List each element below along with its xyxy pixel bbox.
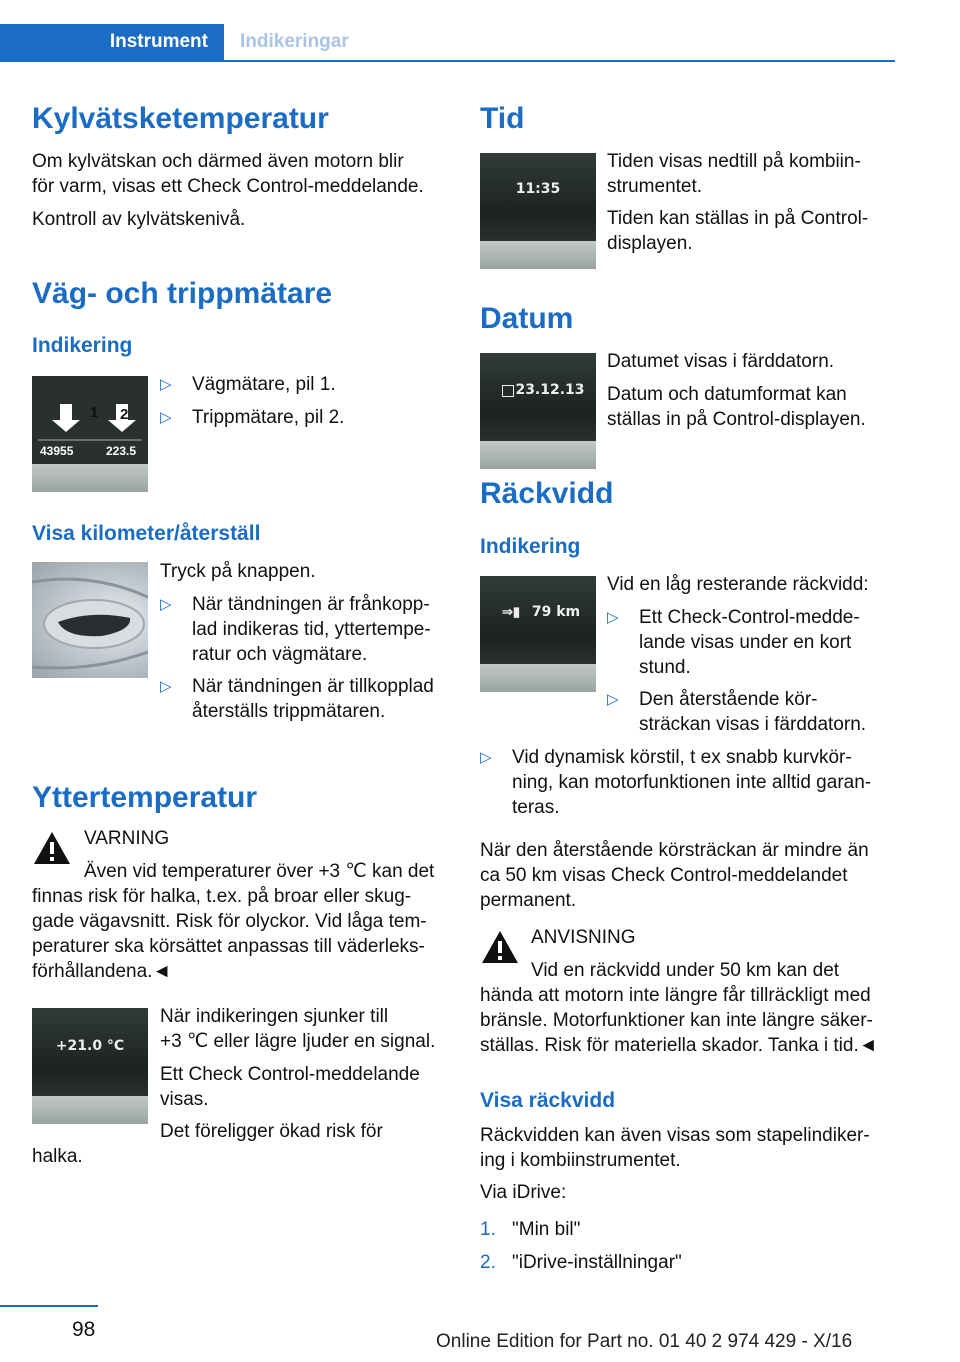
- warning-triangle-icon: [32, 830, 72, 866]
- coolant-line2: för varm, visas ett Check Control-meddelande.: [32, 176, 424, 197]
- time-readout: 11:35: [515, 181, 561, 197]
- warning-line: peraturer ska körsättet anpassas till väderleks-: [32, 936, 425, 957]
- date-p2: ställas in på Control-displayen.: [607, 409, 866, 430]
- reset-button-image: [32, 562, 148, 678]
- warning-line: Även vid temperaturer över +3 ℃ kan det: [84, 861, 435, 882]
- triangle-right-icon: ▷: [480, 749, 492, 766]
- time-p2: displayen.: [607, 233, 693, 254]
- triangle-right-icon: ▷: [160, 376, 172, 393]
- fuel-pump-icon: ⇒▮: [502, 604, 521, 619]
- date-p1: Datumet visas i färddatorn.: [607, 351, 835, 372]
- warning-label: VARNING: [84, 828, 170, 849]
- heading-date: Datum: [480, 302, 574, 335]
- range-paragraph: ca 50 km visas Check Control-meddelandet: [480, 865, 848, 886]
- range-image: [480, 576, 596, 692]
- warning-line: gade vägavsnitt. Risk för olyckor. Vid låga tem-: [32, 911, 427, 932]
- odometer-value-2: 223.5: [106, 444, 137, 458]
- page-number: 98: [72, 1318, 96, 1341]
- subheading-show-range: Visa räckvidd: [480, 1089, 616, 1112]
- tab-instrument[interactable]: Instrument: [0, 24, 224, 62]
- range-paragraph: När den återstående körsträckan är mindre än: [480, 840, 869, 861]
- header-tabs: [0, 24, 895, 62]
- coolant-line3: Kontroll av kylvätskenivå.: [32, 209, 246, 230]
- time-p2: Tiden kan ställas in på Control-: [607, 208, 869, 229]
- warning-line: finnas risk för halka, t.ex. på broar eller skug-: [32, 886, 412, 907]
- triangle-right-icon: ▷: [607, 691, 619, 708]
- heading-coolant: Kylvätsketemperatur: [32, 102, 329, 135]
- time-p1: Tiden visas nedtill på kombiin-: [607, 151, 861, 172]
- note-line: bränsle. Motorfunktioner kan inte längre säker-: [480, 1010, 873, 1031]
- footer-rule: [0, 1305, 98, 1307]
- outside-p2: Ett Check Control-meddelande: [160, 1064, 420, 1085]
- range-paragraph: permanent.: [480, 890, 577, 911]
- range-intro: Vid en låg resterande räckvidd:: [607, 574, 869, 595]
- reset-intro: Tryck på knappen.: [160, 561, 316, 582]
- outside-temp-image: [32, 1008, 148, 1124]
- outside-p3: Det föreligger ökad risk för: [160, 1121, 383, 1142]
- triangle-right-icon: ▷: [160, 596, 172, 613]
- heading-time: Tid: [480, 102, 525, 135]
- note-label: ANVISNING: [531, 927, 636, 948]
- coolant-line1: Om kylvätskan och därmed även motorn blir: [32, 151, 404, 172]
- odometer-label-1: 1: [90, 404, 99, 421]
- range-readout: 79 km: [531, 604, 581, 620]
- outside-p2: visas.: [160, 1089, 209, 1110]
- outside-p1: +3 ℃ eller lägre ljuder en signal.: [160, 1031, 436, 1052]
- subheading-reset: Visa kilometer/återställ: [32, 522, 261, 545]
- tab-indikeringar[interactable]: Indikeringar: [240, 31, 349, 52]
- date-p2: Datum och datumformat kan: [607, 384, 847, 405]
- heading-outside-temp: Yttertemperatur: [32, 781, 258, 814]
- time-p1: strumentet.: [607, 176, 703, 197]
- triangle-right-icon: ▷: [607, 609, 619, 626]
- subheading-indikering: Indikering: [32, 334, 133, 357]
- odometer-label-2: 2: [120, 406, 129, 423]
- odometer-image: [32, 376, 148, 492]
- outside-p3-end: halka.: [32, 1146, 83, 1167]
- footer-edition: Online Edition for Part no. 01 40 2 974 429 - X/16: [436, 1331, 853, 1352]
- heading-odometer: Väg- och trippmätare: [32, 277, 333, 310]
- note-line: hända att motorn inte längre får tillräckligt med: [480, 985, 871, 1006]
- time-image: [480, 153, 596, 269]
- triangle-right-icon: ▷: [160, 409, 172, 426]
- note-line: Vid en räckvidd under 50 km kan det: [531, 960, 840, 981]
- show-range-via: Via iDrive:: [480, 1182, 567, 1203]
- show-range-paragraph: ing i kombiinstrumentet.: [480, 1150, 681, 1171]
- outside-temp-readout: +21.0 °C: [55, 1038, 125, 1054]
- show-range-paragraph: Räckvidden kan även visas som stapelindiker-: [480, 1125, 870, 1146]
- warning-triangle-icon: [480, 929, 520, 965]
- date-readout: 23.12.13: [515, 382, 585, 398]
- warning-line: förhållandena.◄: [32, 961, 172, 982]
- triangle-right-icon: ▷: [160, 678, 172, 695]
- odometer-value-1: 43955: [40, 444, 74, 458]
- note-line: ställas. Risk för materiella skador. Tanka i tid.◄: [480, 1035, 878, 1056]
- subheading-indikering: Indikering: [480, 535, 581, 558]
- date-image: [480, 353, 596, 469]
- reset-button-graphic: [32, 562, 148, 678]
- heading-range: Räckvidd: [480, 477, 614, 510]
- outside-p1: När indikeringen sjunker till: [160, 1006, 389, 1027]
